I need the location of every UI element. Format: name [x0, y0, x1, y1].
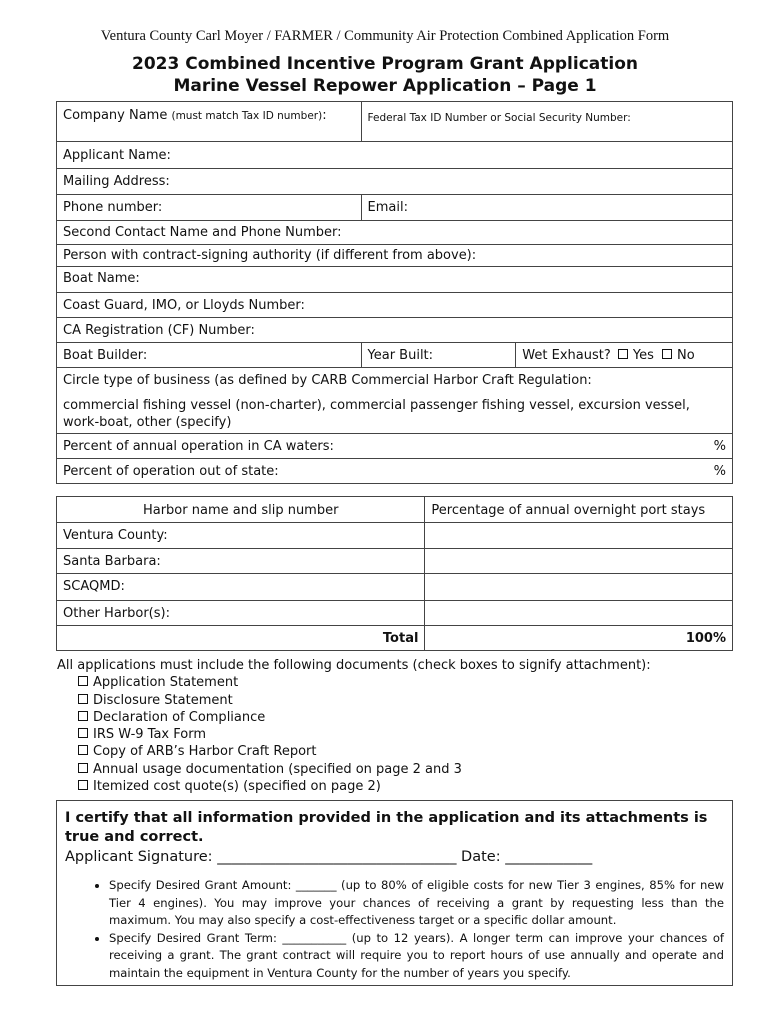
harbor-row-ventura[interactable]: Ventura County: [57, 523, 425, 549]
wet-exhaust-label: Wet Exhaust? [522, 348, 611, 363]
boat-builder-field[interactable]: Boat Builder: [57, 343, 362, 368]
doc-item [57, 674, 651, 691]
certification-box [56, 800, 733, 986]
business-type-label: Circle type of business (as defined by CARB Commercial Harbor Craft Regulation: [63, 373, 592, 388]
harbor-row-other[interactable]: Other Harbor(s): [57, 601, 425, 626]
grant-amount-instruction: • Specify Desired Grant Amount: _______ (up to 80% of eligible costs for new Tier 3 engines, 85% for new Tier 4 engines). You may improve your chances of receiving a grant by requesting less than the maximum. You may also specify a cost-effectiveness target or a specific dollar amount. [109, 877, 724, 930]
doc-label: Copy of ARB’s Harbor Craft Report [93, 744, 317, 760]
overnight-cell-ventura[interactable] [425, 523, 733, 549]
overnight-cell-scaqmd[interactable] [425, 574, 733, 601]
company-name-field[interactable]: Company Name (must match Tax ID number): [57, 102, 362, 142]
certification-statement: I certify that all information provided in the application and its attachments is true and correct. [65, 810, 708, 845]
documents-intro: All applications must include the following documents (check boxes to signify attachment): [57, 658, 651, 673]
page-title: 2023 Combined Incentive Program Grant Application [131, 54, 638, 74]
no-label: No [677, 348, 695, 363]
doc-checkbox[interactable] [78, 780, 88, 790]
business-type-field[interactable] [57, 368, 733, 434]
doc-item [57, 761, 651, 778]
harbor-table [56, 496, 733, 651]
tax-id-field[interactable]: Federal Tax ID Number or Social Security Number: [361, 102, 732, 142]
doc-checkbox[interactable] [78, 676, 88, 686]
wet-exhaust-field [516, 343, 733, 368]
harbor-row-scaqmd[interactable]: SCAQMD: [57, 574, 425, 601]
signature-field[interactable]: _________________________________ [217, 849, 457, 865]
pct-out-label: Percent of operation out of state: [63, 464, 279, 479]
page-subtitle: Marine Vessel Repower Application – Page 1 [173, 76, 597, 96]
yes-label: Yes [632, 348, 654, 363]
tax-id-label: Federal Tax ID Number or Social Security Number [367, 112, 628, 124]
applicant-name-field[interactable]: Applicant Name: [57, 142, 733, 169]
signature-label: Applicant Signature: [65, 849, 213, 865]
ca-registration-field[interactable]: CA Registration (CF) Number: [57, 318, 733, 343]
grant-term-instruction: • Specify Desired Grant Term: ___________ (up to 12 years). A longer term can improve your chances of receiving a grant. The grant contract will require you to report hours of use annually and operate and maintain the equipment in Ventura County for the number of years you specify. [109, 930, 724, 983]
overnight-cell-other[interactable] [425, 601, 733, 626]
company-name-note: (must match Tax ID number) [171, 110, 323, 122]
coast-guard-number-field[interactable]: Coast Guard, IMO, or Lloyds Number: [57, 293, 733, 318]
company-name-label: Company Name [63, 108, 168, 123]
pct-ca-label: Percent of annual operation in CA waters: [63, 439, 334, 454]
harbor-row-santa-barbara[interactable]: Santa Barbara: [57, 549, 425, 574]
total-value: 100% [425, 626, 733, 651]
overnight-col-header: Percentage of annual overnight port stays [425, 497, 733, 523]
grant-instructions [65, 877, 724, 983]
email-field[interactable]: Email: [361, 195, 732, 221]
doc-label: Application Statement [93, 675, 239, 691]
boat-name-field[interactable]: Boat Name: [57, 267, 733, 293]
doc-item [57, 743, 651, 760]
pct-ca-sign: % [713, 439, 726, 454]
harbor-col-header: Harbor name and slip number [57, 497, 425, 523]
required-documents [57, 657, 651, 795]
wet-exhaust-yes-checkbox[interactable] [618, 349, 628, 359]
doc-item [57, 692, 651, 709]
applicant-info-table [56, 101, 733, 484]
date-label: Date: [461, 849, 501, 865]
pct-out-of-state-field[interactable] [57, 459, 733, 484]
year-built-field[interactable]: Year Built: [361, 343, 516, 368]
phone-field[interactable]: Phone number: [57, 195, 362, 221]
doc-checkbox[interactable] [78, 745, 88, 755]
signing-authority-field[interactable]: Person with contract-signing authority (if different from above): [57, 245, 733, 267]
doc-checkbox[interactable] [78, 711, 88, 721]
second-contact-field[interactable]: Second Contact Name and Phone Number: [57, 221, 733, 245]
total-label: Total [57, 626, 425, 651]
mailing-address-field[interactable]: Mailing Address: [57, 169, 733, 195]
doc-item [57, 709, 651, 726]
business-type-options: commercial fishing vessel (non-charter), commercial passenger fishing vessel, excursion vessel, work-boat, other (specify) [63, 397, 690, 430]
form-header: Ventura County Carl Moyer / FARMER / Community Air Protection Combined Application Form [100, 28, 670, 44]
doc-checkbox[interactable] [78, 694, 88, 704]
date-field[interactable]: ____________ [505, 849, 593, 865]
doc-label: Annual usage documentation (specified on page 2 and 3 [93, 761, 462, 777]
pct-out-sign: % [713, 464, 726, 479]
doc-checkbox[interactable] [78, 728, 88, 738]
doc-item [57, 778, 651, 795]
overnight-cell-santa-barbara[interactable] [425, 549, 733, 574]
doc-checkbox[interactable] [78, 763, 88, 773]
doc-item [57, 726, 651, 743]
signature-line [65, 849, 592, 865]
doc-label: IRS W-9 Tax Form [93, 727, 207, 743]
wet-exhaust-no-checkbox[interactable] [662, 349, 672, 359]
doc-label: Itemized cost quote(s) (specified on page 2) [93, 779, 381, 795]
pct-ca-waters-field[interactable] [57, 434, 733, 459]
doc-label: Disclosure Statement [93, 692, 233, 708]
doc-label: Declaration of Compliance [93, 709, 266, 725]
